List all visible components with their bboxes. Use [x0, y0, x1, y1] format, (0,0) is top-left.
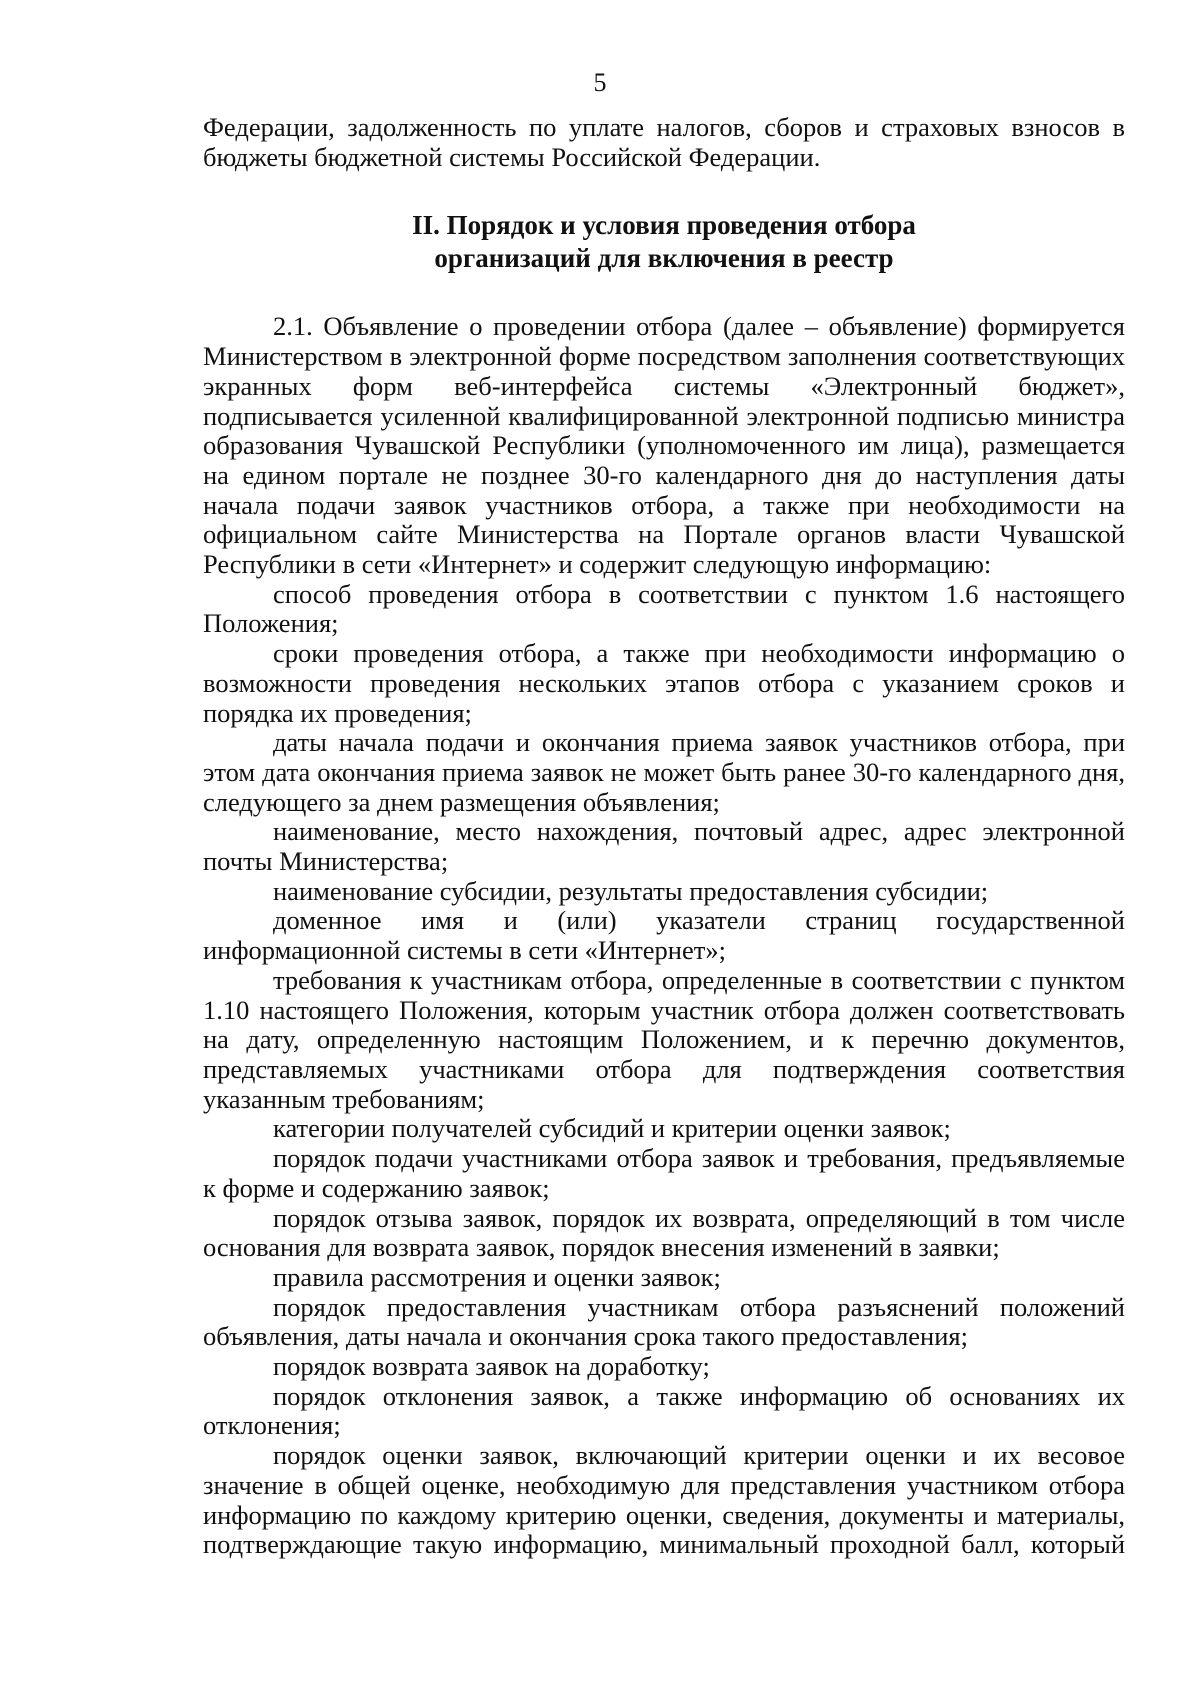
list-item: наименование субсидии, результаты предоставления субсидии;: [273, 875, 989, 906]
list-item: порядок оценки заявок, включающий критерии оценки и их весовое значение в общей оценке, необходимую для представления участником отбора информацию по каждому критерию оценки, сведения, документы и материалы, подтверждающие такую информацию, минимальный проходной балл, который: [203, 1440, 1125, 1560]
list-item: категории получателей субсидий и критерии оценки заявок;: [273, 1113, 951, 1144]
page-number: 5: [593, 68, 607, 97]
list-item: порядок отклонения заявок, а также информацию об основаниях их отклонения;: [203, 1380, 1125, 1441]
list-item: правила рассмотрения и оценки заявок;: [273, 1261, 721, 1292]
document-body: [203, 113, 1125, 1560]
list-item: доменное имя и (или) указатели страниц государственной информационной системы в сети «Интернет»;: [203, 905, 1125, 966]
list-item: наименование, место нахождения, почтовый адрес, адрес электронной почты Министерства;: [203, 816, 1125, 877]
list-item: порядок возврата заявок на доработку;: [273, 1351, 710, 1382]
section-heading-line-1: II. Порядок и условия проведения отбора: [412, 210, 916, 241]
section-heading-line-2: организаций для включения в реестр: [434, 243, 894, 274]
list-item: порядок подачи участниками отбора заявок и требования, предъявляемые к форме и содержанию заявок;: [203, 1143, 1125, 1203]
list-item: требования к участникам отбора, определенные в соответствии с пунктом 1.10 настоящего Положения, которым участник отбора должен соответствовать на дату, определенную настоящим Положением, и к перечню документов, представляемых участниками отбора для подтверждения соответствия указанным требованиям;: [203, 964, 1125, 1114]
list-item: даты начала подачи и окончания приема заявок участников отбора, при этом дата окончания приема заявок не может быть ранее 30-го календарного дня, следующего за днем размещения объявления;: [203, 727, 1125, 817]
intro-paragraph: Федерации, задолженность по уплате налогов, сборов и страховых взносов в бюджеты бюджетной системы Российской Федерации.: [203, 112, 1125, 172]
list-item: порядок предоставления участникам отбора разъяснений положений объявления, даты начала и окончания срока такого предоставления;: [203, 1291, 1125, 1352]
list-item: порядок отзыва заявок, порядок их возврата, определяющий в том числе основания для возврата заявок, порядок внесения изменений в заявки;: [203, 1202, 1125, 1263]
section-heading: [203, 209, 1125, 275]
paragraph-2-1: 2.1. Объявление о проведении отбора (далее – объявление) формируется Министерством в электронной форме посредством заполнения соответствующих экранных форм веб-интерфейса системы «Электронный бюджет», подписывается усиленной квалифицированной электронной подписью министра образования Чувашской Республики (уполномоченного им лица), размещается на едином портале не позднее 30-го календарного дня до наступления даты начала подачи заявок участников отбора, а также при необходимости на официальном сайте Министерства на Портале органов власти Чувашской Республики в сети «Интернет» и содержит следующую информацию:: [203, 311, 1125, 580]
list-item: способ проведения отбора в соответствии с пунктом 1.6 настоящего Положения;: [203, 578, 1125, 639]
list-item: сроки проведения отбора, а также при необходимости информацию о возможности проведения нескольких этапов отбора с указанием сроков и порядка их проведения;: [203, 638, 1125, 728]
